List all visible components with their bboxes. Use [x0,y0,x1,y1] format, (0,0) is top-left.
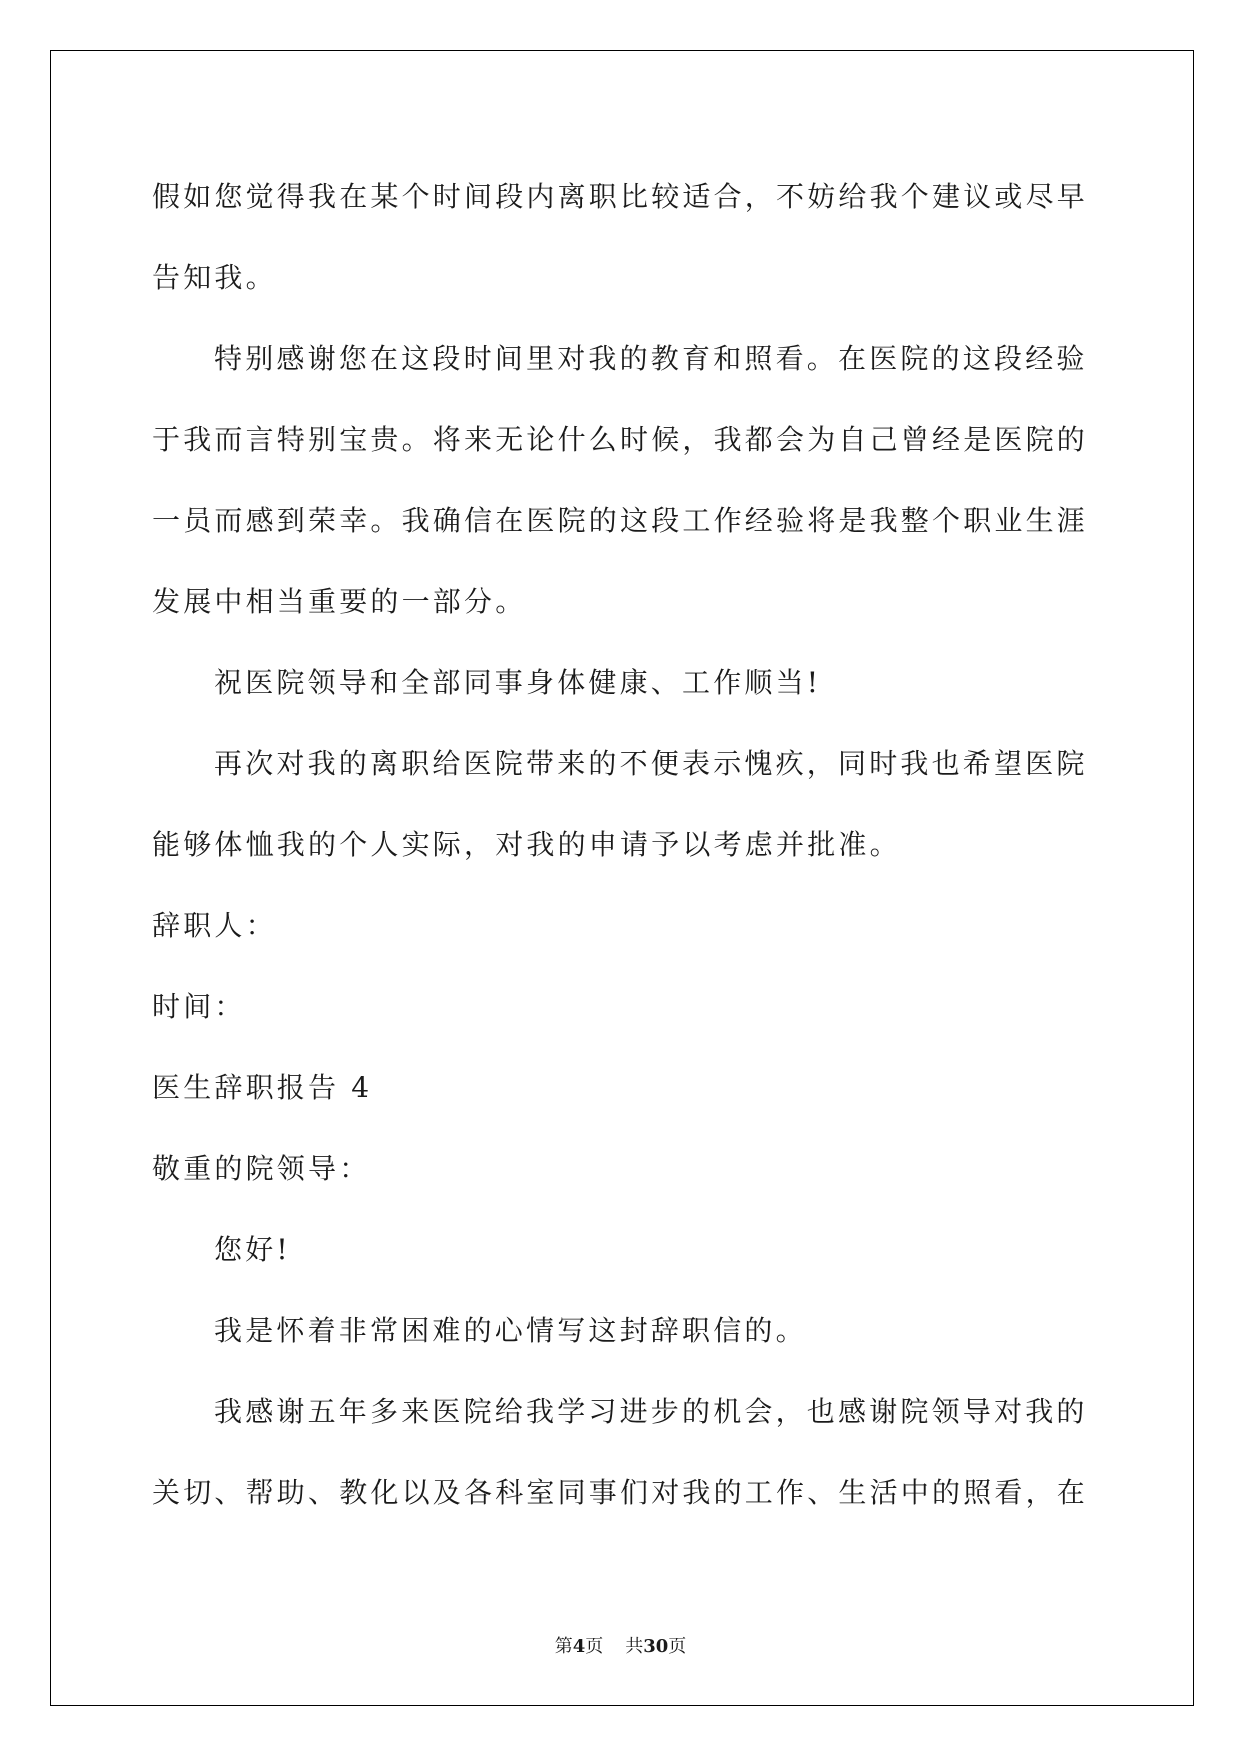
footer-total-suffix: 页 [668,1636,687,1657]
paragraph-1: 假如您觉得我在某个时间段内离职比较适合，不妨给我个建议或尽早告知我。 [152,180,1089,294]
footer-current-page: 4 [572,1636,586,1657]
paragraph-5: 我是怀着非常困难的心情写这封辞职信的。 [214,1314,807,1347]
paragraph-2: 特别感谢您在这段时间里对我的教育和照看。在医院的这段经验于我而言特别宝贵。将来无论什么时候，我都会为自己曾经是医院的一员而感到荣幸。我确信在医院的这段工作经验将是我整个职业生涯发展中相当重要的一部分。 [152,342,1089,618]
date-label: 时间： [152,990,246,1023]
document-body [152,156,1092,1533]
paragraph-6: 我感谢五年多来医院给我学习进步的机会，也感谢院领导对我的关切、帮助、教化以及各科室同事们对我的工作、生活中的照看，在 [152,1395,1089,1509]
salutation: 敬重的院领导： [152,1152,371,1185]
paragraph-4: 再次对我的离职给医院带来的不便表示愧疚，同时我也希望医院能够体恤我的个人实际，对我的申请予以考虑并批准。 [152,747,1088,861]
greeting: 您好! [214,1233,291,1266]
footer-prefix: 第 [554,1636,573,1657]
paragraph-3: 祝医院领导和全部同事身体健康、工作顺当! [214,666,822,699]
page-footer [0,1632,1241,1658]
section-title: 医生辞职报告 4 [152,1071,373,1104]
footer-total-pages: 30 [643,1636,669,1657]
footer-total-prefix: 共 [625,1636,644,1657]
footer-page-suffix: 页 [585,1636,604,1657]
resigner-label: 辞职人： [152,909,277,942]
